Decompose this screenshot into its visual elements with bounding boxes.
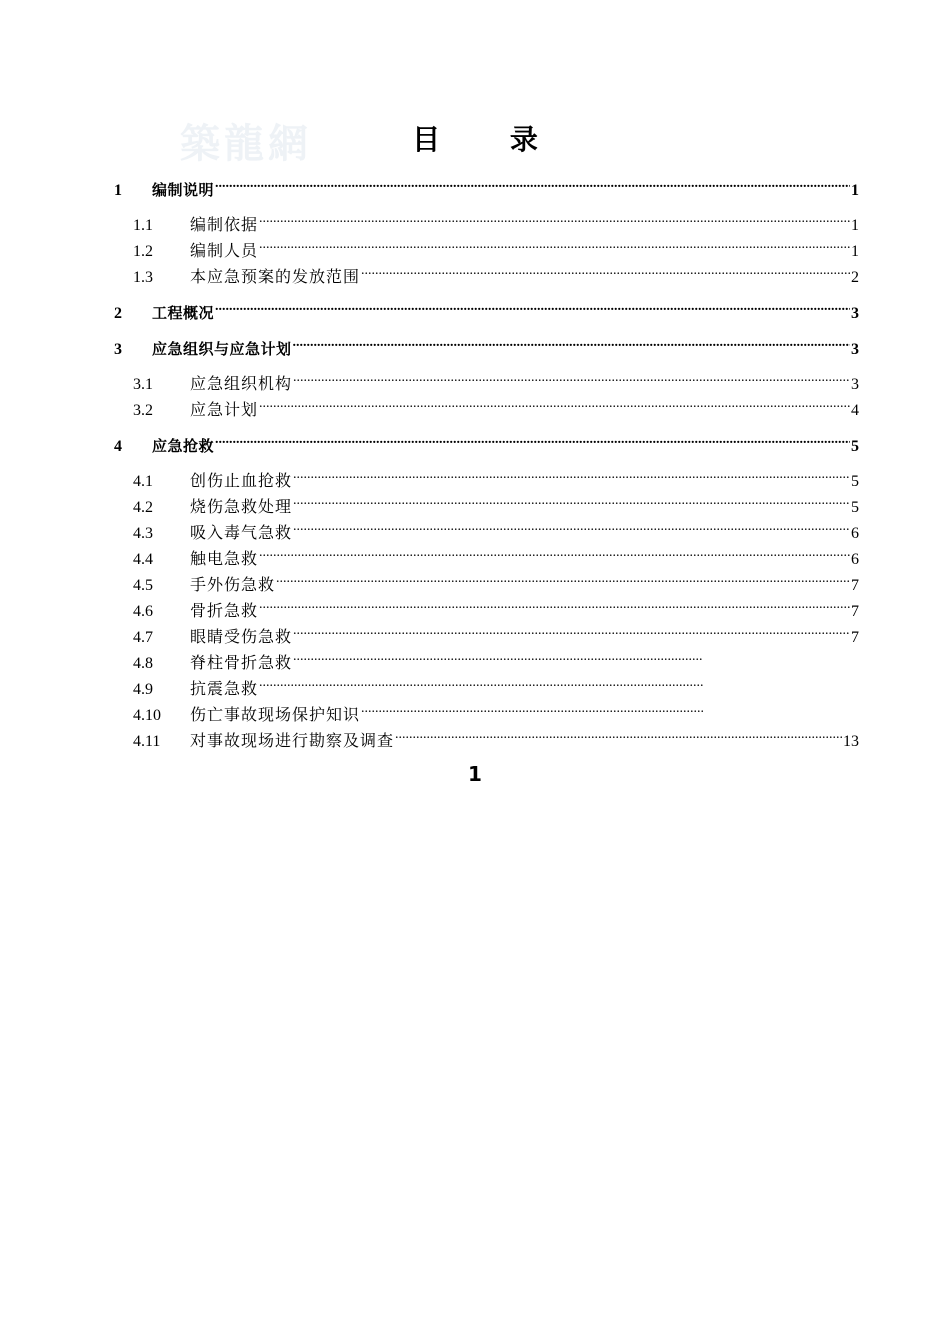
toc-entry[interactable] (133, 490, 859, 516)
toc-entry-label: 工程概况 (152, 304, 215, 322)
toc-entry[interactable] (133, 393, 859, 419)
toc-entry[interactable] (133, 367, 859, 393)
toc-entry-number: 4.7 (133, 629, 153, 646)
toc-entry-number: 4.8 (133, 655, 153, 672)
toc-entry-number: 4.4 (133, 551, 153, 568)
toc-entry-label: 脊柱骨折急救 (190, 653, 293, 672)
watermark-logo: 築龍網 (180, 120, 312, 167)
toc-entry-number: 4.11 (133, 733, 161, 750)
toc-entry-number: 4.5 (133, 577, 153, 594)
toc-entry-label: 编制说明 (152, 181, 215, 199)
toc-entry-number: 4.3 (133, 525, 153, 542)
toc-entry-number: 1 (114, 182, 122, 199)
render-artifact-mask (703, 650, 863, 720)
toc-dot-leader (259, 393, 850, 415)
toc-dot-leader (215, 429, 850, 451)
toc-entry-page: 13 (843, 733, 859, 750)
toc-entry-label: 本应急预案的发放范围 (190, 267, 361, 286)
toc-entry-page: 2 (851, 269, 859, 286)
toc-entry-page: 5 (851, 473, 859, 490)
toc-entry-label: 应急抢救 (152, 437, 215, 455)
toc-entry-page: 7 (851, 603, 859, 620)
toc-entry-label: 骨折急救 (190, 601, 259, 620)
toc-dot-leader (293, 464, 850, 486)
toc-dot-leader (215, 296, 850, 318)
toc-entry-label: 触电急救 (190, 549, 259, 568)
toc-entry[interactable] (133, 208, 859, 234)
toc-dot-leader (259, 208, 850, 230)
toc-dot-leader (259, 234, 850, 256)
toc-dot-leader (259, 594, 850, 616)
toc-entry[interactable] (133, 234, 859, 260)
toc-entry-page: 5 (851, 438, 859, 455)
toc-dot-leader (361, 260, 850, 282)
toc-entry-label: 编制人员 (190, 241, 259, 260)
toc-entry-page: 6 (851, 551, 859, 568)
toc-dot-leader (215, 173, 850, 195)
toc-entry-label: 应急组织与应急计划 (152, 340, 292, 358)
toc-entry-number: 2 (114, 305, 122, 322)
toc-entry[interactable] (114, 296, 859, 322)
toc-dot-leader (293, 516, 850, 538)
toc-entry-number: 1.1 (133, 217, 153, 234)
page-title: 目 录 (412, 123, 568, 156)
toc-entry-label: 手外伤急救 (190, 575, 276, 594)
toc-dot-leader (293, 490, 850, 512)
toc-entry[interactable] (133, 594, 859, 620)
toc-entry-label: 创伤止血抢救 (190, 471, 293, 490)
toc-entry-page: 5 (851, 499, 859, 516)
toc-entry-page: 1 (851, 217, 859, 234)
toc-entry[interactable] (133, 464, 859, 490)
toc-entry-page: 3 (851, 305, 859, 322)
toc-entry-number: 4.9 (133, 681, 153, 698)
toc-dot-leader (395, 724, 842, 746)
toc-entry-label: 吸入毒气急救 (190, 523, 293, 542)
toc-entry-label: 对事故现场进行勘察及调查 (190, 731, 395, 750)
toc-entry-page: 3 (851, 376, 859, 393)
toc-entry-label: 编制依据 (190, 215, 259, 234)
toc-entry-number: 4.2 (133, 499, 153, 516)
toc-entry-label: 伤亡事故现场保护知识 (190, 705, 361, 724)
toc-entry-page: 1 (851, 182, 859, 199)
toc-entry-label: 烧伤急救处理 (190, 497, 293, 516)
toc-entry-label: 抗震急救 (190, 679, 259, 698)
toc-entry[interactable] (114, 173, 859, 199)
toc-entry-number: 1.2 (133, 243, 153, 260)
toc-entry[interactable] (133, 724, 859, 750)
toc-entry-label: 应急计划 (190, 400, 259, 419)
toc-entry-number: 1.3 (133, 269, 153, 286)
toc-entry[interactable] (114, 429, 859, 455)
toc-dot-leader (293, 367, 850, 389)
page-number: 1 (468, 762, 482, 786)
toc-entry-number: 4 (114, 438, 122, 455)
toc-entry-page: 7 (851, 577, 859, 594)
toc-entry[interactable] (133, 516, 859, 542)
toc-entry-number: 3.2 (133, 402, 153, 419)
toc-entry-number: 3.1 (133, 376, 153, 393)
toc-dot-leader (293, 332, 850, 354)
toc-entry-number: 4.6 (133, 603, 153, 620)
toc-entry-number: 3 (114, 341, 122, 358)
toc-entry-label: 应急组织机构 (190, 374, 293, 393)
toc-entry[interactable] (133, 542, 859, 568)
toc-dot-leader (259, 542, 850, 564)
toc-entry-page: 4 (851, 402, 859, 419)
toc-entry[interactable] (114, 332, 859, 358)
toc-entry-page: 1 (851, 243, 859, 260)
toc-dot-leader (293, 620, 850, 642)
toc-entry[interactable] (133, 620, 859, 646)
toc-entry-page: 3 (851, 341, 859, 358)
toc-entry-page: 7 (851, 629, 859, 646)
toc-entry[interactable] (133, 568, 859, 594)
toc-dot-leader (276, 568, 850, 590)
toc-entry-label: 眼睛受伤急救 (190, 627, 293, 646)
toc-entry[interactable] (133, 260, 859, 286)
toc-entry-number: 4.1 (133, 473, 153, 490)
toc-entry-page: 6 (851, 525, 859, 542)
toc-entry-number: 4.10 (133, 707, 161, 724)
